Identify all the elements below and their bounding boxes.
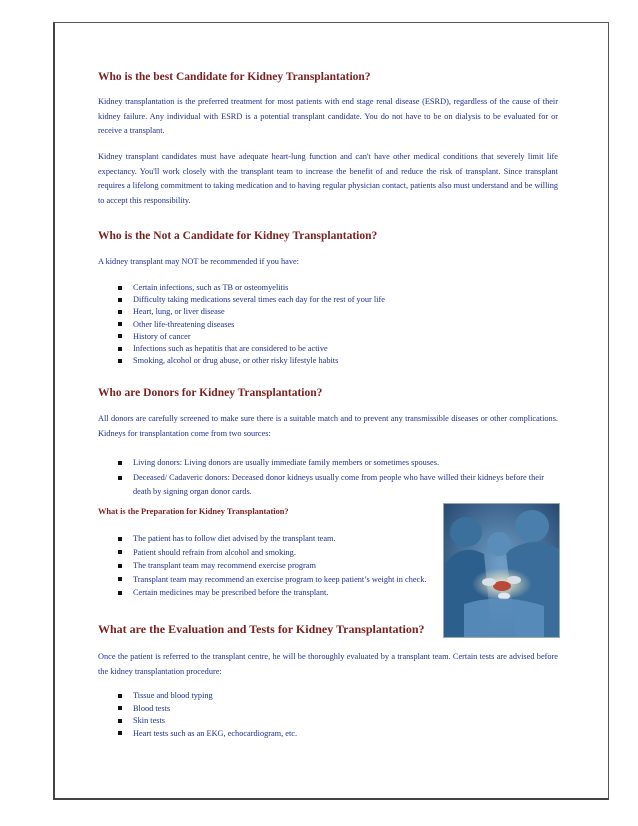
not-candidate-intro-wrap [98, 255, 558, 270]
donors-intro: All donors are carefully screened to make sure there is a suitable match and to prevent any transmissible diseases or other complications. Kidneys for transplantation come from two sources: [98, 414, 558, 438]
list-item-text: The patient has to follow diet advised by the transplant team. [133, 534, 336, 543]
surgery-photo [443, 503, 560, 638]
surgery-photo-graphic [444, 504, 559, 637]
bullet-icon [118, 577, 122, 581]
list-item [98, 343, 558, 355]
bullet-icon [118, 298, 122, 302]
bullet-icon [118, 334, 122, 338]
bullet-icon [118, 706, 122, 710]
bullet-icon [118, 731, 122, 735]
list-item-text: Patient should refrain from alcohol and smoking. [133, 547, 296, 557]
list-item [98, 294, 558, 306]
heading-evaluation: What are the Evaluation and Tests for Kidney Transplantation? [98, 622, 425, 636]
section-preparation [98, 506, 438, 517]
list-item-text: Skin tests [133, 716, 166, 725]
list-item-text: History of cancer [133, 331, 191, 341]
bullet-icon [118, 591, 122, 595]
bullet-icon [118, 537, 122, 541]
list-item-text: Difficulty taking medications several times each day for the rest of your life [133, 295, 385, 305]
donors-list [98, 456, 558, 500]
list-item-text: Infections such as hepatitis that are considered to be active [133, 344, 328, 354]
section-best-candidate [98, 70, 558, 84]
list-item [98, 282, 558, 294]
section-not-candidate [98, 229, 558, 243]
bullet-icon [118, 359, 122, 363]
preparation-list [98, 532, 438, 600]
donors-list-wrap [98, 456, 558, 500]
list-item-text: Smoking, alcohol or drug abuse, or other risky lifestyle habits [133, 356, 339, 366]
bullet-icon [118, 347, 122, 351]
list-item [98, 319, 558, 331]
list-item [98, 546, 438, 560]
list-item [98, 306, 558, 318]
not-candidate-list-wrap [98, 282, 558, 367]
bullet-icon [118, 719, 122, 723]
list-item [98, 573, 438, 587]
best-candidate-body-2 [98, 150, 558, 208]
best-candidate-paragraph-2: Kidney transplant candidates must have adequate heart-lung function and can't have other medical conditions that severely limit life expectancy. You'll work closely with the transplant team to increase the benefit of and reduce the risk of transplant. Since transplant requires a lifelong commitment to taking medication and to having regular physician contact, patients also must understand and be willing to accept this responsibility. [98, 152, 558, 205]
list-item-text: Heart tests such as an EKG, echocardiogram, etc. [133, 728, 298, 738]
list-item-text: Blood tests [133, 703, 171, 713]
evaluation-list [98, 690, 558, 740]
bullet-icon [118, 461, 122, 465]
evaluation-list-wrap [98, 690, 558, 740]
list-item-text: The transplant team may recommend exercise program [133, 561, 316, 570]
section-donors [98, 386, 558, 400]
list-item-text: Other life-threatening diseases [133, 319, 235, 329]
list-item [98, 456, 558, 471]
bullet-icon [118, 286, 122, 290]
list-item-text: Living donors: Living donors are usually immediate family members or sometimes spouses. [133, 458, 440, 467]
bullet-icon [118, 564, 122, 568]
best-candidate-paragraph-1: Kidney transplantation is the preferred treatment for most patients with end stage renal disease (ESRD), regardless of the cause of their kidney failure. Any individual with ESRD is a potential transplant candidate. You do not have to be on dialysis to be evaluated for or receive a transplant. [98, 97, 558, 135]
not-candidate-intro: A kidney transplant may NOT be recommended if you have: [98, 257, 299, 266]
list-item [98, 703, 558, 716]
list-item-text: Tissue and blood typing [133, 691, 213, 700]
bullet-icon [118, 550, 122, 554]
evaluation-intro: Once the patient is referred to the transplant centre, he will be thoroughly evaluated by a transplant team. Certain tests are advised before the kidney transplantation procedure: [98, 652, 558, 676]
list-item-text: Certain infections, such as TB or osteomyelitis [133, 283, 289, 292]
list-item [98, 532, 438, 546]
list-item [98, 355, 558, 367]
donors-intro-wrap [98, 412, 558, 441]
not-candidate-list [98, 282, 558, 367]
list-item-text: Heart, lung, or liver disease [133, 307, 225, 317]
list-item [98, 559, 438, 573]
bullet-icon [118, 476, 122, 480]
bullet-icon [118, 322, 122, 326]
heading-preparation: What is the Preparation for Kidney Transplantation? [98, 507, 289, 516]
section-evaluation [98, 622, 558, 636]
list-item [98, 586, 438, 600]
heading-not-candidate: Who is the Not a Candidate for Kidney Transplantation? [98, 230, 378, 242]
list-item [98, 728, 558, 741]
page-border [53, 22, 609, 800]
list-item [98, 471, 558, 500]
evaluation-intro-wrap [98, 650, 558, 679]
bullet-icon [118, 310, 122, 314]
bullet-icon [118, 694, 122, 698]
list-item-text: Certain medicines may be prescribed before the transplant. [133, 588, 329, 597]
best-candidate-body [98, 95, 558, 139]
list-item [98, 690, 558, 703]
list-item-text: Deceased/ Cadaveric donors: Deceased donor kidneys usually come from people who have willed their kidneys before their death by signing organ donor cards. [133, 472, 545, 496]
list-item [98, 715, 558, 728]
heading-best-candidate: Who is the best Candidate for Kidney Transplantation? [98, 71, 371, 83]
list-item [98, 331, 558, 343]
list-item-text: Transplant team may recommend an exercise program to keep patient’s weight in check. [133, 574, 427, 584]
preparation-list-wrap [98, 532, 438, 600]
heading-donors: Who are Donors for Kidney Transplantation? [98, 387, 323, 399]
